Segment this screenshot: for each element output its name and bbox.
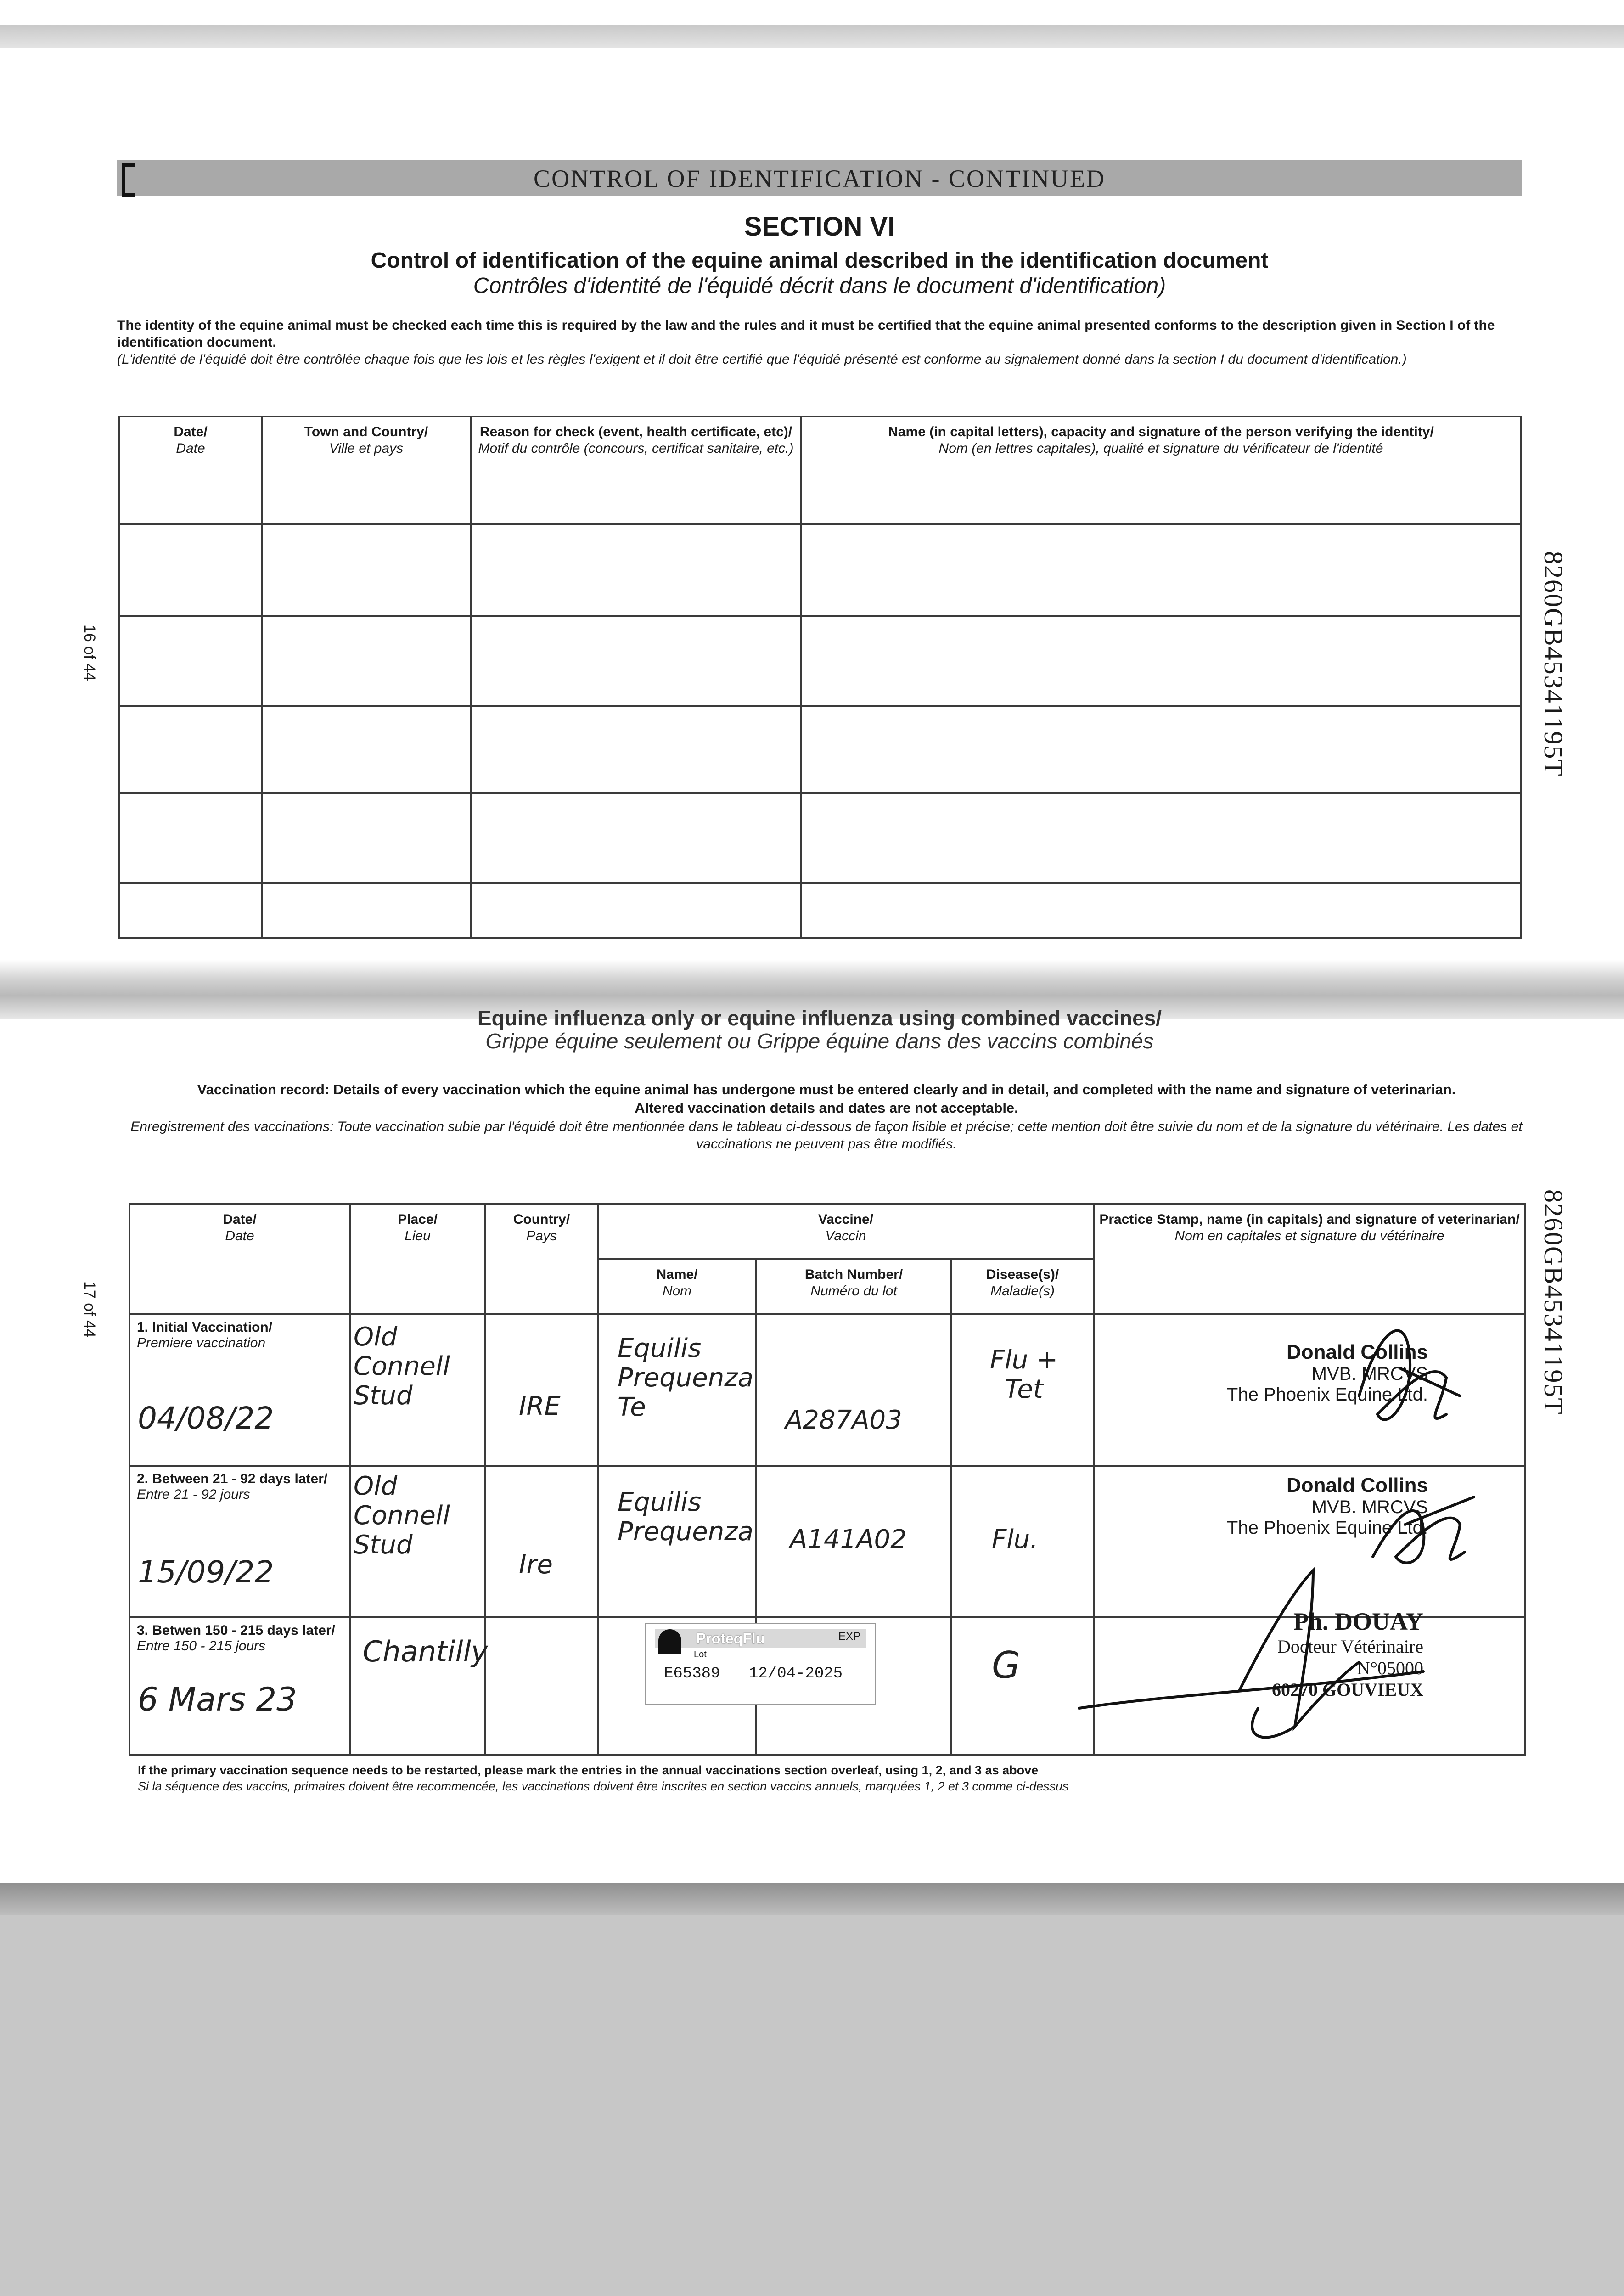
vaccine-brand-logo-icon [658,1629,681,1654]
banner-title: CONTROL OF IDENTIFICATION - CONTINUED [534,165,1106,192]
section-title: SECTION VI [744,212,895,242]
row3-date: 6 Mars 23 [138,1681,297,1718]
row2-place: Old Connell Stud [354,1471,450,1560]
row1-place: Old Connell Stud [354,1322,450,1411]
row2-country: Ire [519,1550,553,1580]
vacc-col-stamp: Practice Stamp, name (in capitals) and signature of veterinarian/ Nom en capitales et signature du vétérinaire [1094,1204,1525,1314]
row1-stamp [1125,1341,1428,1405]
footer-note-en: If the primary vaccination sequence needs to be restarted, please mark the entries in the annual vaccinations section overleaf, using 1, 2, and 3 as above [138,1763,1039,1777]
footer-note-fr: Si la séquence des vaccins, primaires doivent être recommencée, les vaccinations doivent être inscrites en section vaccins annuels, marquées 1, 2 et 3 comme ci-dessus [138,1779,1069,1793]
row1-country: IRE [519,1391,561,1421]
identity-check-table [118,416,1522,939]
row3-label: 3. Betwen 150 - 215 days later/ Entre 150 - 215 jours [129,1617,350,1755]
vacc-header-row [129,1204,1525,1259]
vaccination-record-fr: Enregistrement des vaccinations: Toute vaccination subie par l'équidé doit être mentionnée dans le tableau ci-dessous de façon lisible et précise; cette mention doit être suivie du nom et de la signature du vétérinaire. Les dates et vaccinations ne peuvent pas être modifiés. [130,1119,1523,1152]
table-row [119,616,1521,706]
lot-code: E65389 [664,1665,720,1683]
row3-stamp-l4: 60270 GOUVIEUX [1271,1679,1423,1700]
col-header-reason: Reason for check (event, health certificate, etc)/ Motif du contrôle (concours, certificat sanitaire, etc.) [471,416,801,524]
section-banner [117,160,1522,196]
vaccination-record-en2: Altered vaccination details and dates are not acceptable. [635,1100,1018,1116]
row2-batch: A141A02 [790,1525,907,1554]
col-header-verifier: Name (in capital letters), capacity and signature of the person verifying the identity/ Nom (en lettres capitales), qualité et signature du vérificateur de l'identité [801,416,1521,524]
row1-disease: Flu + Tet [990,1345,1058,1404]
row1-label: 1. Initial Vaccination/ Premiere vaccination [129,1314,350,1466]
lot-expiry-date: 12/04-2025 [749,1665,843,1683]
scan-top-band [0,25,1624,48]
vacc-col-country: Country/ Pays [485,1204,598,1314]
identity-paragraph-fr: (L'identité de l'équidé doit être contrôlée chaque fois que les lois et les règles l'exigent et il doit être certifié que l'équidé présenté est conforme au signalement donné dans la section I du document d'identification.) [117,352,1407,367]
table-row [119,524,1521,616]
row1-date: 04/08/22 [138,1401,274,1436]
vaccination-record-en: Vaccination record: Details of every vaccination which the equine animal has undergone must be entered clearly and in detail, and completed with the name and signature of veterinarian. [197,1081,1456,1097]
vacc-col-vaccine: Vaccine/ Vaccin [598,1204,1094,1259]
row2-disease: Flu. [992,1525,1039,1554]
vacc-col-batch: Batch Number/ Numéro du lot [756,1259,951,1314]
row2-stamp-name: Donald Collins [1287,1474,1428,1497]
identity-paragraph-en: The identity of the equine animal must be checked each time this is required by the law and the rules and it must be certified that the equine animal presented conforms to the description given in Section I of the identification document. [117,318,1495,350]
row3-stamp [1125,1607,1423,1700]
col-header-date: Date/ Date [119,416,262,524]
lot-label: Lot [694,1649,707,1660]
page-number-17: 17 of 44 [81,1281,98,1338]
row3-place: Chantilly [363,1635,488,1668]
vacc-col-disease: Disease(s)/ Maladie(s) [951,1259,1094,1314]
row1-stamp-l3: The Phoenix Equine Ltd. [1226,1384,1428,1405]
col-header-town: Town and Country/ Ville et pays [262,416,471,524]
row3-stamp-name: Ph. DOUAY [1293,1608,1423,1635]
section-heading-en: Control of identification of the equine animal described in the identification document [371,248,1269,273]
row3-disease: G [992,1644,1020,1687]
passport-id-upper: 8260GB45341195T [1539,551,1568,777]
row3-stamp-l3: N°05000 [1357,1658,1423,1678]
row2-vaccine-name: Equilis Prequenza [618,1487,753,1547]
influenza-title-en: Equine influenza only or equine influenza using combined vaccines/ [477,1006,1162,1030]
row1-vaccine-name: Equilis Prequenza Te [618,1334,753,1422]
section-heading-fr: Contrôles d'identité de l'équidé décrit dans le document d'identification) [473,274,1166,298]
page-number-16: 16 of 44 [81,625,98,681]
row2-label: 2. Between 21 - 92 days later/ Entre 21 - 92 jours [129,1466,350,1617]
table-row [119,883,1521,938]
row1-stamp-name: Donald Collins [1287,1341,1428,1363]
lot-brand: ProteqFlu [696,1630,765,1647]
lot-exp-label: EXP [838,1630,861,1643]
table-row [119,793,1521,883]
table-header-row [119,416,1521,524]
vacc-col-place: Place/ Lieu [350,1204,485,1314]
scan-bottom-area [0,1883,1624,2296]
vaccine-lot-sticker [645,1623,876,1705]
identity-paragraph [117,317,1522,368]
row2-date: 15/09/22 [138,1554,274,1590]
vacc-col-name: Name/ Nom [598,1259,756,1314]
row2-stamp-l2: MVB. MRCVS [1311,1497,1428,1517]
row2-stamp [1125,1474,1428,1538]
passport-id-lower: 8260GB45341195T [1539,1189,1568,1415]
vacc-col-date: Date/ Date [129,1204,350,1314]
table-row [119,706,1521,793]
row1-stamp-l2: MVB. MRCVS [1311,1364,1428,1384]
row2-stamp-l3: The Phoenix Equine Ltd. [1226,1518,1428,1538]
influenza-title-fr: Grippe équine seulement ou Grippe équine dans des vaccins combinés [485,1029,1154,1053]
row1-batch: A287A03 [785,1405,902,1435]
row3-stamp-l2: Docteur Vétérinaire [1277,1636,1423,1657]
